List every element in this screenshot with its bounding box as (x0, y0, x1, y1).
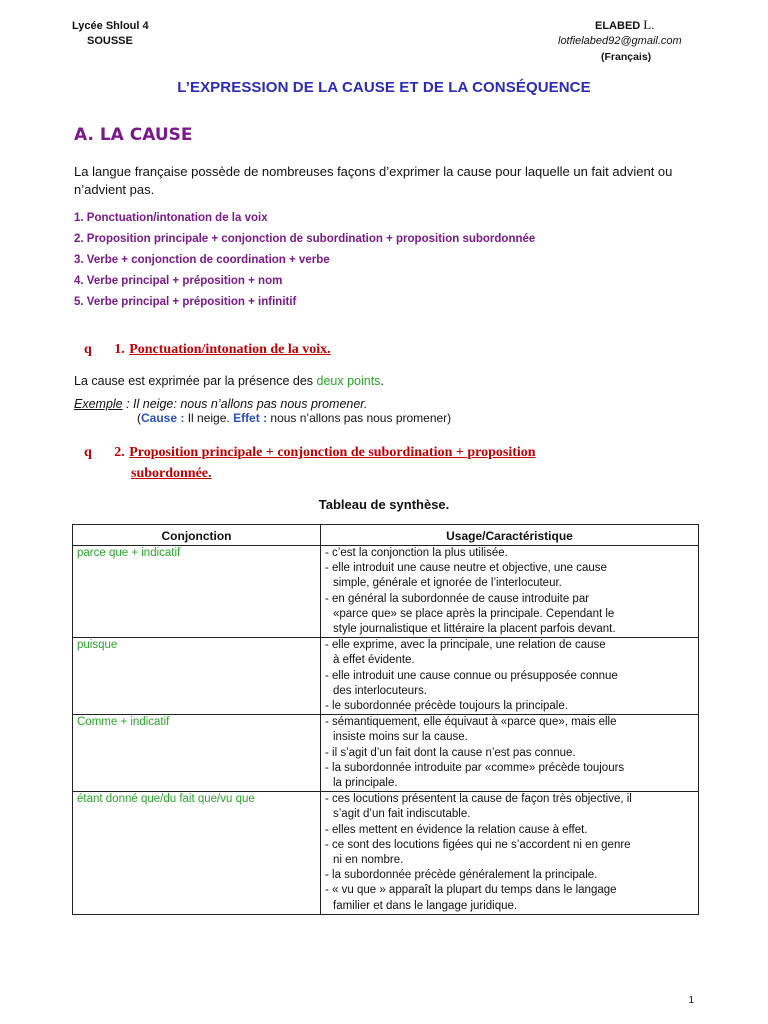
conjonction-cell: Comme + indicatif (73, 715, 321, 792)
cause-text: Il neige. (184, 411, 234, 425)
usage-line: des interlocuteurs. (333, 684, 427, 697)
table-title: Tableau de synthèse. (318, 497, 450, 512)
section-1-text (74, 373, 384, 389)
usage-line: à effet évidente. (333, 654, 415, 667)
methods-list (74, 208, 535, 313)
effet-text: nous n’allons pas nous promener) (267, 411, 452, 425)
usage-line: - elle exprime, avec la principale, une relation de cause (325, 639, 606, 652)
column-header-usage: Usage/Caractéristique (321, 525, 699, 546)
section-2-heading (84, 443, 536, 461)
usage-line: - en général la subordonnée de cause introduite par (325, 592, 590, 605)
bullet-icon: q (84, 445, 92, 460)
example-label: Exemple (74, 397, 123, 411)
usage-line: insiste moins sur la cause. (333, 731, 468, 744)
usage-line: - elle introduit une cause neutre et objective, une cause (325, 562, 607, 575)
usage-line: - il s’agit d’un fait dont la cause n’est pas connue. (325, 746, 576, 759)
usage-line: - « vu que » apparaît la plupart du temps dans le langage (325, 884, 617, 897)
table-header-row (73, 525, 699, 546)
school-city: SOUSSE (87, 35, 133, 47)
highlight-deux-points: deux points (316, 374, 381, 388)
synthesis-table (72, 524, 699, 915)
school-name: Lycée Shloul 4 (72, 20, 149, 32)
usage-line: - la subordonnée introduite par «comme» précède toujours (325, 761, 625, 774)
author-name (595, 17, 655, 34)
subject-label: (Français) (601, 51, 652, 63)
usage-line: - ce sont des locutions figées qui ne s’accordent ni en genre (325, 838, 631, 851)
table-row (73, 638, 699, 715)
usage-line: «parce que» se place après la principale. Cependant le (333, 607, 615, 620)
usage-line: - elles mettent en évidence la relation cause à effet. (325, 823, 588, 836)
usage-line: style journalistique et littéraire la placent parfois devant. (333, 623, 616, 636)
table-row (73, 792, 699, 915)
example-line (74, 396, 367, 412)
paren: ( (137, 411, 141, 425)
list-item: 1. Ponctuation/intonation de la voix (74, 212, 268, 224)
table-row (73, 546, 699, 638)
section-1-heading (84, 340, 331, 358)
usage-line: simple, générale et ignorée de l’interlocuteur. (333, 577, 562, 590)
table-row (73, 715, 699, 792)
usage-cell (321, 546, 699, 638)
author-email: lotfielabed92@gmail.com (558, 35, 682, 47)
column-header-conjonction: Conjonction (73, 525, 321, 546)
author-surname: ELABED (595, 20, 641, 32)
usage-line: - le subordonnée précède toujours la principale. (325, 700, 568, 713)
example-text: : Il neige: nous n’allons pas nous promener. (122, 397, 368, 411)
conjonction-cell: parce que + indicatif (73, 546, 321, 638)
list-item: 2. Proposition principale + conjonction de subordination + proposition subordonnée (74, 233, 536, 245)
author-initial: L. (643, 17, 655, 32)
text-part: La cause est exprimée par la présence des (74, 374, 317, 388)
usage-line: - ces locutions présentent la cause de façon très objective, il (325, 793, 632, 806)
section-2-number: 2. (114, 445, 125, 460)
example-explanation (137, 411, 451, 425)
usage-cell (321, 792, 699, 915)
list-item: 4. Verbe principal + préposition + nom (74, 275, 283, 287)
usage-line: - sémantiquement, elle équivaut à «parce que», mais elle (325, 716, 617, 729)
effet-label: Effet : (233, 411, 268, 425)
section-1-number: 1. (114, 342, 125, 357)
conjonction-cell: puisque (73, 638, 321, 715)
usage-line: ni en nombre. (333, 854, 404, 867)
section-2-heading-cont (131, 464, 212, 482)
usage-cell (321, 715, 699, 792)
section-heading-cause: A. LA CAUSE (74, 125, 193, 145)
usage-line: - la subordonnée précède généralement la principale. (325, 869, 598, 882)
usage-cell (321, 638, 699, 715)
usage-line: familier et dans le langage juridique. (333, 899, 518, 912)
bullet-icon: q (84, 342, 92, 357)
list-item: 5. Verbe principal + préposition + infinitif (74, 296, 297, 308)
conjonction-cell: étant donné que/du fait que/vu que (73, 792, 321, 915)
intro-paragraph: La langue française possède de nombreuses façons d’exprimer la cause pour laquelle un fait advient ou n’advient pas. (74, 164, 673, 197)
usage-line: la principale. (333, 777, 398, 790)
page-number: 1 (688, 995, 694, 1006)
section-1-title: Ponctuation/intonation de la voix. (129, 342, 331, 357)
section-2-title-line2: subordonnée. (131, 466, 212, 481)
usage-line: - elle introduit une cause connue ou présupposée connue (325, 669, 618, 682)
page-title: L’EXPRESSION DE LA CAUSE ET DE LA CONSÉQUENCE (177, 79, 591, 96)
list-item: 3. Verbe + conjonction de coordination + verbe (74, 254, 330, 266)
cause-label: Cause : (141, 411, 185, 425)
section-2-title-line1: Proposition principale + conjonction de subordination + proposition (129, 445, 536, 460)
usage-line: s’agit d’un fait indiscutable. (333, 808, 471, 821)
text-part: . (380, 374, 384, 388)
usage-line: - c’est la conjonction la plus utilisée. (325, 547, 508, 559)
